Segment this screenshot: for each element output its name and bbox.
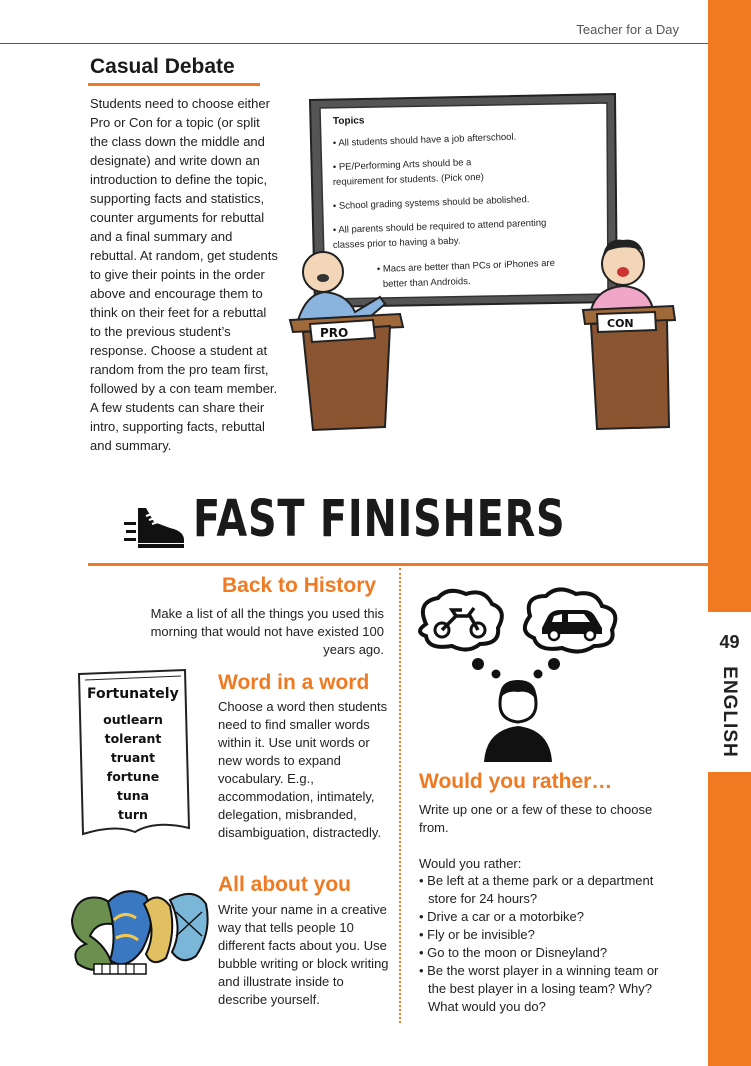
header-rule xyxy=(0,43,708,44)
would-you-rather-intro: Write up one or a few of these to choose from. xyxy=(419,802,653,835)
list-item: • Be the worst player in a winning team or the best player in a losing team? Why? What would you do? xyxy=(419,963,659,1014)
would-you-rather-intro-block xyxy=(419,801,674,873)
thought-bubbles-illustration xyxy=(412,586,630,764)
pro-podium xyxy=(290,314,403,430)
con-podium xyxy=(583,306,675,429)
podium-pro-label: PRO xyxy=(320,326,349,340)
list-item: • Fly or be invisible? xyxy=(419,927,535,942)
all-about-you-body: Write your name in a creative way that tells people 10 different facts about you. Use bubble writing or block writing and illustrate inside to describe yourself. xyxy=(218,902,389,1007)
casual-debate-title: Casual Debate xyxy=(90,55,235,78)
board-topic-line: • School grading systems should be abolished. xyxy=(332,194,530,212)
casual-debate-underline xyxy=(88,83,260,86)
note-word: fortune xyxy=(106,769,160,784)
column-divider xyxy=(399,568,401,1023)
side-tab-top xyxy=(708,0,751,612)
running-head: Teacher for a Day xyxy=(576,22,679,37)
board-heading: Topics xyxy=(332,115,365,127)
casual-debate-body: Students need to choose either Pro or Con for a topic (or split the class down the middle and designate) and write down an introduction to define the topic, supporting facts and statistics, counter arguments for rebuttal and a final summary and rebuttal. At random, get students to give their points in the order above and encourage them to think on their feet for a rebuttal to the previous student’s response. Choose a student at random from the pro team first, followed by a con team member. A few students can share their intro, supporting facts, rebuttal and summary. xyxy=(90,96,278,453)
word-in-a-word-body: Choose a word then students need to find smaller words within it. Use unit words or new words to expand vocabulary. E.g., accommodation, intimately, delegation, misbranded, disambiguation, distractedly. xyxy=(218,699,388,840)
list-item: • Drive a car or a motorbike? xyxy=(419,909,584,924)
board-topic-line: better than Androids. xyxy=(382,275,471,290)
note-word: outlearn xyxy=(103,712,163,727)
list-item: • Go to the moon or Disneyland? xyxy=(419,945,608,960)
page-number: 49 xyxy=(719,632,740,652)
fast-finishers-rule xyxy=(88,563,708,566)
running-shoe-icon xyxy=(124,500,188,550)
fast-finishers-title: FAST FINISHERS xyxy=(193,490,566,549)
section-label: ENGLISH xyxy=(719,666,740,758)
side-tab-bottom xyxy=(708,772,751,1066)
note-word: tolerant xyxy=(104,731,162,746)
whiteboard xyxy=(310,94,617,307)
board-topic-line: • All students should have a job afterschool. xyxy=(332,131,517,149)
note-heading: Fortunately xyxy=(87,686,179,702)
would-you-rather-list xyxy=(419,872,674,1016)
thought-bubble-icon xyxy=(420,591,502,650)
all-about-you-title: All about you xyxy=(218,873,351,896)
podium-con-label: CON xyxy=(607,317,634,330)
word-in-a-word-title: Word in a word xyxy=(218,671,370,694)
board-topic-line: • PE/Performing Arts should be a xyxy=(332,157,472,173)
all-about-you-illustration xyxy=(66,880,214,980)
back-to-history-body: Make a list of all the things you used this morning that would not have existed 100 years ago. xyxy=(150,606,384,657)
board-topic-line: requirement for students. (Pick one) xyxy=(332,171,485,188)
back-to-history-title: Back to History xyxy=(222,574,377,597)
debate-illustration xyxy=(285,92,695,432)
board-topic-line: classes prior to having a baby. xyxy=(332,235,461,251)
board-topic-line: • All parents should be required to attend parenting xyxy=(332,217,547,236)
list-item: • Be left at a theme park or a department store for 24 hours? xyxy=(419,873,654,906)
would-you-rather-title: Would you rather… xyxy=(419,770,613,793)
word-note-illustration xyxy=(75,668,193,838)
note-word: truant xyxy=(110,750,156,765)
board-topic-line: • Macs are better than PCs or iPhones are xyxy=(376,257,556,275)
note-word: tuna xyxy=(116,788,150,803)
person-icon xyxy=(484,680,552,762)
note-word: turn xyxy=(118,807,148,822)
would-you-rather-lead: Would you rather: xyxy=(419,856,522,871)
